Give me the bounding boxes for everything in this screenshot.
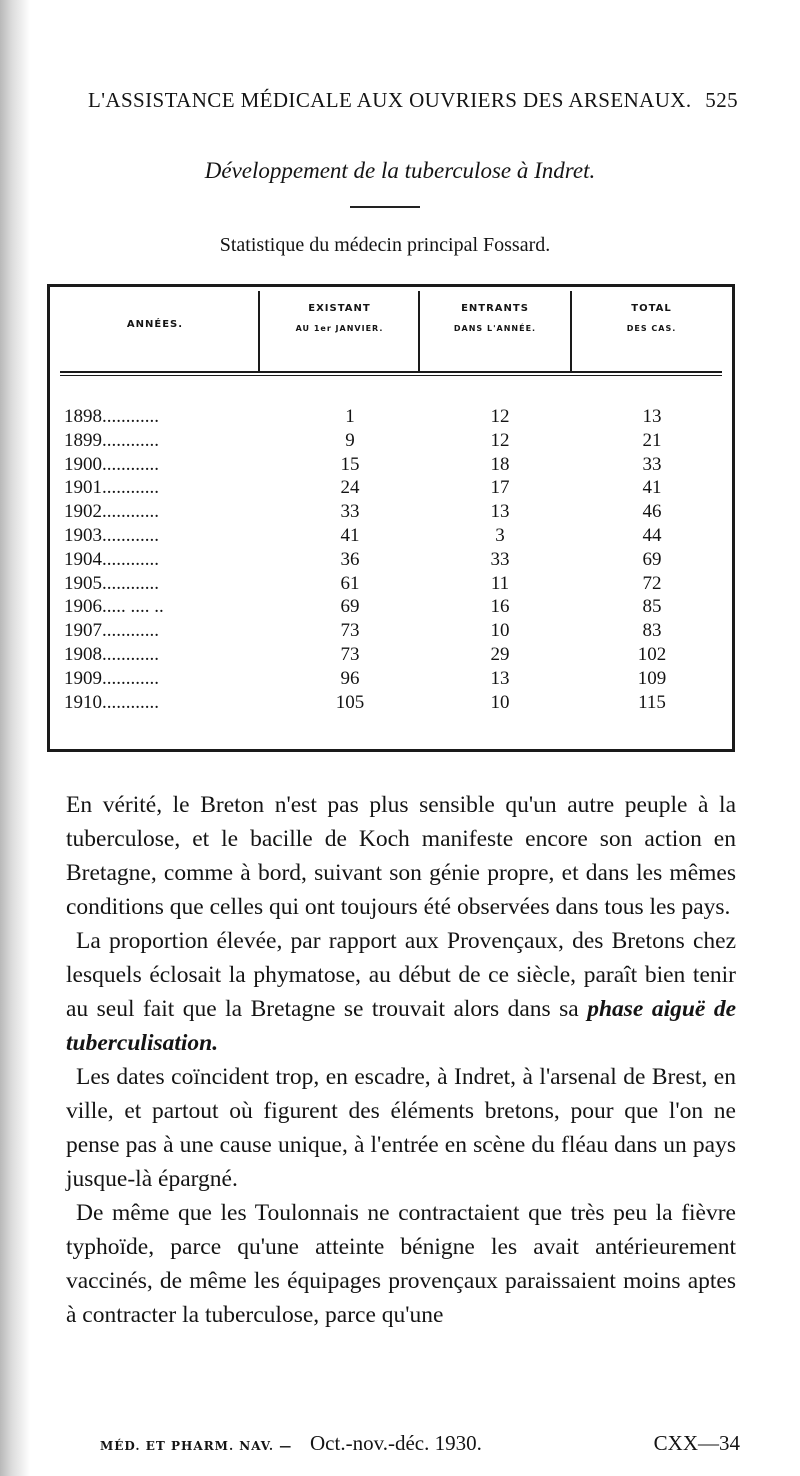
cell-total: 13 xyxy=(642,406,662,427)
header-total xyxy=(574,301,729,337)
cell-year: 1898............ xyxy=(64,406,159,427)
column-divider xyxy=(570,291,572,373)
cell-existing: 33 xyxy=(340,501,360,523)
cell-total: 44 xyxy=(642,524,662,546)
cell-total: 41 xyxy=(642,477,662,499)
table-row xyxy=(50,619,732,643)
cell-year: 1904............ xyxy=(64,548,159,570)
header-entering-sub: DANS L'ANNÉE. xyxy=(453,324,537,333)
cell-existing: 41 xyxy=(340,524,360,546)
cell-entering: 12 xyxy=(490,429,510,451)
cell-total: 83 xyxy=(642,620,662,642)
table-row xyxy=(50,476,732,500)
paragraph-text: La proportion élevée, par rapport aux Provençaux, des Bretons chez lesquels éclosait la phymatose, au début de ce siècle, paraît bien tenir au seul fait que la Bretagne se trouvait alors dans sa xyxy=(66,928,736,1022)
cell-year: 1901............ xyxy=(64,477,159,499)
cell-entering: 12 xyxy=(490,406,510,427)
cell-existing: 105 xyxy=(335,691,365,713)
table-row xyxy=(50,429,732,453)
cell-entering: 16 xyxy=(490,596,510,618)
page-number: 525 xyxy=(705,88,738,112)
cell-existing: 15 xyxy=(340,453,360,475)
header-rule-thin xyxy=(60,375,722,376)
cell-total: 46 xyxy=(642,501,662,523)
table-title: Développement de la tuberculose à Indret. xyxy=(204,158,596,183)
cell-existing: 9 xyxy=(345,429,355,451)
paragraph: De même que les Toulonnais ne contractaient que très peu la fièvre typhoïde, parce qu'une atteinte bénigne les avait antérieurement vaccinés, de même les équipages provençaux paraissaient moins aptes à contracter la tuberculose, parce qu'une xyxy=(66,1200,736,1328)
statistics-table xyxy=(47,284,735,752)
table-row xyxy=(50,643,732,667)
cell-total: 85 xyxy=(642,596,662,618)
table-row xyxy=(50,548,732,572)
cell-existing: 61 xyxy=(340,572,360,594)
cell-year: 1902............ xyxy=(64,501,159,523)
running-head xyxy=(88,88,738,113)
cell-year: 1907............ xyxy=(64,620,159,642)
header-rule xyxy=(60,371,722,373)
cell-total: 69 xyxy=(642,548,662,570)
body-text xyxy=(66,788,736,1332)
cell-entering: 10 xyxy=(490,691,510,713)
column-divider xyxy=(258,291,260,373)
cell-entering: 3 xyxy=(495,524,505,546)
header-existing-label: EXISTANT xyxy=(308,303,371,314)
cell-existing: 1 xyxy=(345,406,355,427)
header-entering-label: ENTRANTS xyxy=(461,303,529,314)
table-row xyxy=(50,572,732,596)
cell-entering: 17 xyxy=(490,477,510,499)
table-body xyxy=(50,405,732,714)
column-divider xyxy=(418,291,420,373)
header-entering xyxy=(422,301,568,337)
cell-entering: 10 xyxy=(490,620,510,642)
cell-entering: 33 xyxy=(490,548,510,570)
cell-entering: 29 xyxy=(490,643,510,665)
cell-year: 1906..... .... .. xyxy=(64,596,164,618)
cell-year: 1900............ xyxy=(64,453,159,475)
footer-journal: MÉD. ET PHARM. NAV. — xyxy=(100,1439,293,1453)
header-years: ANNÉES. xyxy=(126,319,184,330)
cell-total: 21 xyxy=(642,429,662,451)
footer-date: Oct.-nov.-déc. 1930. xyxy=(310,1431,482,1455)
emphasized-phrase: phase aiguë de tuberculisation. xyxy=(66,996,737,1056)
cell-year: 1905............ xyxy=(64,572,159,594)
table-row xyxy=(50,453,732,477)
footer-signature: CXX—34 xyxy=(653,1431,740,1455)
header-total-sub: DES CAS. xyxy=(626,324,677,333)
table-row xyxy=(50,691,732,715)
cell-entering: 13 xyxy=(490,667,510,689)
table-subtitle: Statistique du médecin principal Fossard. xyxy=(219,234,551,256)
paragraph: En vérité, le Breton n'est pas plus sensible qu'un autre peuple à la tuberculose, et le bacille de Koch manifeste encore son action en Bretagne, comme à bord, suivant son génie propre, et dans les mêmes conditions que celles qui ont toujours été observées dans tous les pays. xyxy=(66,792,736,920)
cell-year: 1908............ xyxy=(64,643,159,665)
cell-year: 1903............ xyxy=(64,524,159,546)
cell-existing: 96 xyxy=(340,667,360,689)
table-row xyxy=(50,667,732,691)
cell-total: 115 xyxy=(638,691,666,713)
paragraph xyxy=(66,924,736,1060)
paragraph: Les dates coïncident trop, en escadre, à Indret, à l'arsenal de Brest, en ville, et partout où figurent des éléments bretons, pour que l'on ne pense pas à une cause unique, à l'entrée en scène du fléau dans un pays jusque-là épargné. xyxy=(66,1064,736,1192)
running-head-title: L'ASSISTANCE MÉDICALE AUX OUVRIERS DES ARSENAUX. xyxy=(88,88,692,112)
cell-year: 1909............ xyxy=(64,667,159,689)
cell-entering: 13 xyxy=(490,501,510,523)
cell-year: 1910............ xyxy=(64,691,159,713)
cell-year: 1899............ xyxy=(64,429,159,451)
cell-total: 33 xyxy=(642,453,662,475)
cell-existing: 73 xyxy=(340,620,360,642)
cell-total: 72 xyxy=(642,572,662,594)
cell-total: 102 xyxy=(637,643,667,665)
header-total-label: TOTAL xyxy=(631,303,672,314)
scan-edge-shadow xyxy=(0,0,30,1476)
title-divider xyxy=(350,206,420,208)
table-row xyxy=(50,405,732,429)
table-row xyxy=(50,595,732,619)
cell-existing: 36 xyxy=(340,548,360,570)
cell-existing: 24 xyxy=(340,477,360,499)
cell-existing: 73 xyxy=(340,643,360,665)
header-existing-sub: AU 1er JANVIER. xyxy=(295,324,384,333)
cell-entering: 18 xyxy=(490,453,510,475)
table-row xyxy=(50,524,732,548)
table-row xyxy=(50,500,732,524)
page-footer xyxy=(100,1431,740,1456)
cell-entering: 11 xyxy=(490,572,510,594)
cell-total: 109 xyxy=(637,667,667,689)
cell-existing: 69 xyxy=(340,596,360,618)
header-existing xyxy=(262,301,417,337)
